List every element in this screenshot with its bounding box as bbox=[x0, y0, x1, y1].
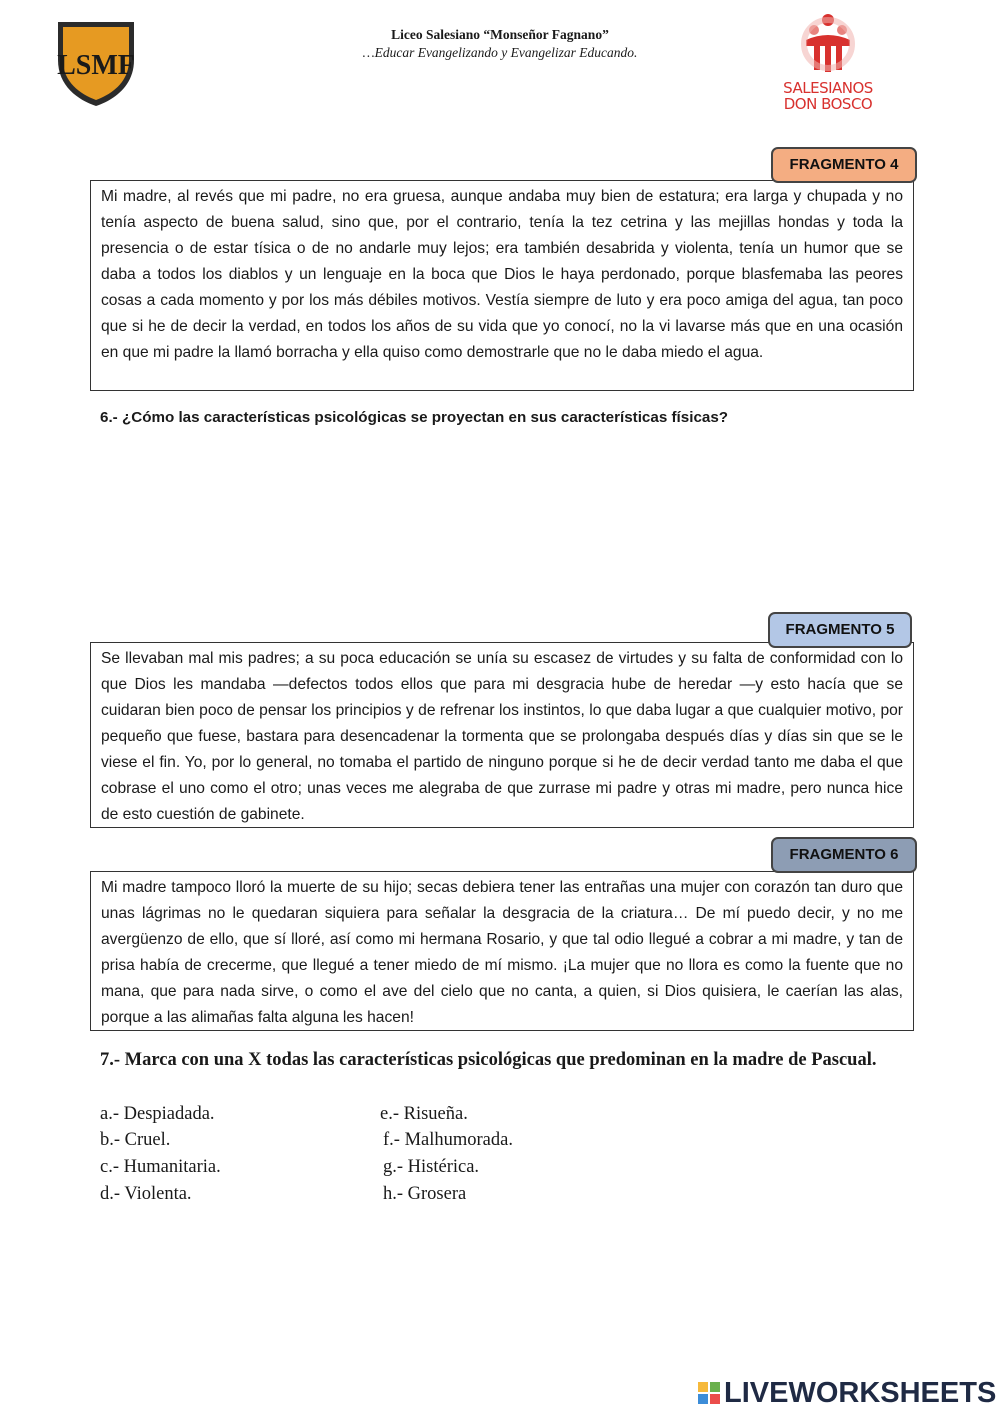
school-name: Liceo Salesiano “Monseñor Fagnano” bbox=[391, 27, 609, 42]
fragment-6-label: FRAGMENTO 6 bbox=[771, 837, 917, 873]
school-motto: …Educar Evangelizando y Evangelizar Educando. bbox=[362, 45, 638, 60]
option-c: c.- Humanitaria. bbox=[100, 1157, 221, 1177]
fragment-5-label: FRAGMENTO 5 bbox=[768, 612, 912, 648]
school-crest-logo bbox=[54, 16, 138, 108]
fragment-4-label: FRAGMENTO 4 bbox=[771, 147, 917, 183]
question-7: 7.- Marca con una X todas las características psicológicas que predominan en la madre de Pascual. bbox=[100, 1050, 877, 1070]
fragment-5-text: Se llevaban mal mis padres; a su poca educación se unía su escasez de virtudes y su falta de conformidad con lo que Dios les mandaba —defectos todos ellos que para mi desgracia hube de heredar —y esto hacía que se cuidaran bien poco de pensar los principios y de refrenar los instintos, lo que daba lugar a que cualquier motivo, por pequeño que fuese, bastara para desencadenar la tormenta que se prolongaba después días y días sin que se le viese el fin. Yo, por lo general, no tomaba el partido de ninguno porque si he de decir verdad tanto me daba el que cobrase el uno como el otro; unas veces me alegraba de que zurrase mi padre y otras mi madre, pero nunca hice de esto cuestión de gabinete. bbox=[90, 642, 914, 828]
fragment-6-text: Mi madre tampoco lloró la muerte de su hijo; secas debiera tener las entrañas una mujer con corazón tan duro que unas lágrimas no le quedaran siquiera para señalar la desgracia de la criatura… De mí puedo decir, y no me avergüenzo de ello, que sí lloré, así como mi hermana Rosario, y que tal odio llegué a cobrar a mi madre, y tan de prisa había de crecerme, que llegué a tener miedo de mí mismo. ¡La mujer que no llora es como la fuente que no mana, que para nada sirve, o como el ave del cielo que no canta, a quien, si Dios quisiera, le caerían las alas, porque a las alimañas falta alguna les hacen! bbox=[90, 871, 914, 1031]
fragment-4-text: Mi madre, al revés que mi padre, no era gruesa, aunque andaba muy bien de estatura; era larga y chupada y no tenía aspecto de buena salud, sino que, por el contrario, tenía la tez cetrina y las mejillas hondas y toda la presencia o de estar tísica o de no andarle muy lejos; era también desabrida y violenta, tenía un humor que se daba a todos los diablos y un lenguaje en la boca que Dios le haya perdonado, porque blasfemaba las peores cosas a cada momento y por los más débiles motivos. Vestía siempre de luto y era poco amiga del agua, tan poco que si he de decir la verdad, en todos los años de su vida que yo conocí, no la vi lavarse más que en una ocasión en que mi padre la llamó borracha y ella quiso como demostrarle que no le daba miedo el agua. bbox=[90, 180, 914, 391]
option-f: f.- Malhumorada. bbox=[383, 1130, 513, 1150]
liveworksheets-icon bbox=[698, 1382, 720, 1404]
liveworksheets-brand: LIVEWORKSHEETS bbox=[724, 1377, 997, 1409]
option-d: d.- Violenta. bbox=[100, 1184, 192, 1204]
option-e: e.- Risueña. bbox=[380, 1104, 468, 1124]
option-h: h.- Grosera bbox=[383, 1184, 467, 1204]
option-g: g.- Histérica. bbox=[383, 1157, 480, 1177]
svg-text:LSMF: LSMF bbox=[57, 50, 135, 81]
question-6: 6.- ¿Cómo las características psicológicas se proyectan en sus características físicas? bbox=[100, 409, 729, 426]
option-a: a.- Despiadada. bbox=[100, 1104, 215, 1124]
salesianos-logo bbox=[776, 6, 880, 116]
school-header bbox=[300, 26, 700, 62]
salesianos-logo-text: SALESIANOS DON BOSCO bbox=[783, 79, 873, 113]
option-b: b.- Cruel. bbox=[100, 1130, 171, 1150]
